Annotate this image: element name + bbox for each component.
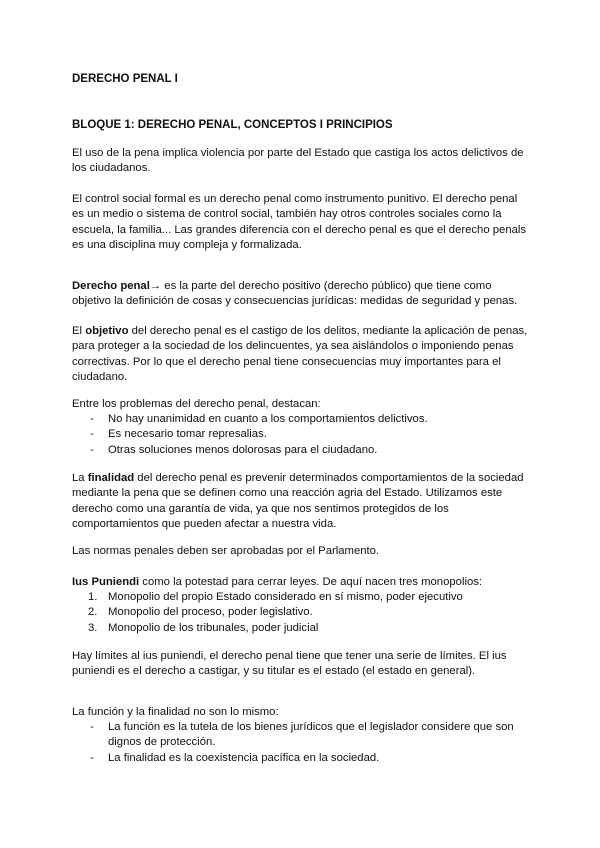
number-marker: 2.: [88, 606, 98, 619]
funcion-intro: La función y la finalidad no son lo mismo:: [72, 706, 279, 718]
list-item: [72, 412, 528, 427]
term-derecho-penal: Derecho penal: [72, 280, 150, 292]
list-item: [72, 590, 528, 605]
problems-list: [72, 412, 528, 458]
paragraph-definicion-derecho-penal: [72, 279, 528, 310]
list-item-text: No hay unanimidad en cuanto a los comportamientos delictivos.: [108, 413, 428, 425]
list-item-text: Monopolio del propio Estado considerado en sí mismo, poder ejecutivo: [108, 591, 463, 603]
paragraph-limites: Hay límites al ius puniendi, el derecho penal tiene que tener una serie de límites. El ius puniendi es el derecho a castigar, y su titular es el estado (el estado en general).: [72, 650, 507, 678]
list-item-text: Monopolio del proceso, poder legislativo.: [108, 606, 313, 619]
problems-intro: Entre los problemas del derecho penal, destacan:: [72, 398, 321, 410]
paragraph-finalidad: [72, 471, 528, 533]
funcion-list: [72, 720, 528, 766]
term-objetivo: objetivo: [85, 325, 129, 337]
list-item-text: La función es la tutela de los bienes jurídicos que el legislador considere que son dignos de protección.: [108, 721, 514, 749]
dash-marker: -: [90, 413, 94, 425]
dash-marker: -: [90, 751, 94, 764]
dash-marker: -: [90, 428, 94, 441]
list-item-text: La finalidad es la coexistencia pacífica en la sociedad.: [108, 751, 380, 764]
list-item-text: Monopolio de los tribunales, poder judicial: [108, 621, 319, 634]
list-item: [72, 605, 528, 620]
paragraph-pena-violencia: El uso de la pena implica violencia por parte del Estado que castiga los actos delictivos de los ciudadanos.: [72, 147, 524, 175]
dash-marker: -: [90, 443, 94, 456]
list-item: [72, 720, 528, 751]
list-item: [72, 443, 528, 458]
paragraph-objetivo: [72, 324, 528, 386]
finalidad-text: del derecho penal es prevenir determinados comportamientos de la sociedad mediante la pena que se definen como una reacción agria del Estado. Utilizamos este derecho como una garantía de vida, ya que nos sentimos protegidos de los comportamientos que pueden afectar a nuestra vida.: [72, 472, 524, 531]
term-ius-puniendi: Ius Puniendi: [72, 576, 140, 588]
paragraph-ius-puniendi: [72, 575, 528, 590]
objetivo-text: del derecho penal es el castigo de los delitos, mediante la aplicación de penas, para proteger a la sociedad de los delincuentes, ya sea aislándolos o imponiendo penas correctivas. Por lo que el derecho penal tiene consecuencias muy importantes para el ciudadano.: [72, 325, 528, 384]
dash-marker: -: [90, 721, 94, 733]
list-item: [72, 427, 528, 442]
objetivo-prefix: El: [72, 325, 86, 337]
list-item-text: Otras soluciones menos dolorosas para el ciudadano.: [108, 443, 378, 456]
paragraph-normas-penales: Las normas penales deben ser aprobadas por el Parlamento.: [72, 545, 380, 557]
document-title: DERECHO PENAL I: [72, 73, 178, 85]
paragraph-control-social: El control social formal es un derecho penal como instrumento punitivo. El derecho penal es un medio o sistema de control social, también hay otros controles sociales como la escuela, la familia... Las grandes diferencia con el derecho penal es que el derecho penals es una disciplina muy compleja y formalizada.: [72, 193, 527, 252]
number-marker: 3.: [88, 621, 98, 634]
finalidad-prefix: La: [72, 472, 88, 484]
list-item: [72, 621, 528, 636]
ius-text: como la potestad para cerrar leyes. De aquí nacen tres monopolios:: [139, 576, 483, 588]
list-item: [72, 751, 528, 766]
block-title: BLOQUE 1: DERECHO PENAL, CONCEPTOS I PRINCIPIOS: [72, 119, 393, 131]
monopolios-list: [72, 590, 528, 636]
list-item-text: Es necesario tomar represalias.: [108, 428, 267, 441]
term-finalidad: finalidad: [87, 472, 135, 484]
definicion-text: es la parte del derecho positivo (derecho público) que tiene como objetivo la definición de cosas y consecuencias jurídicas: medidas de seguridad y penas.: [72, 280, 518, 308]
arrow-icon: →: [149, 280, 162, 292]
number-marker: 1.: [88, 591, 98, 603]
